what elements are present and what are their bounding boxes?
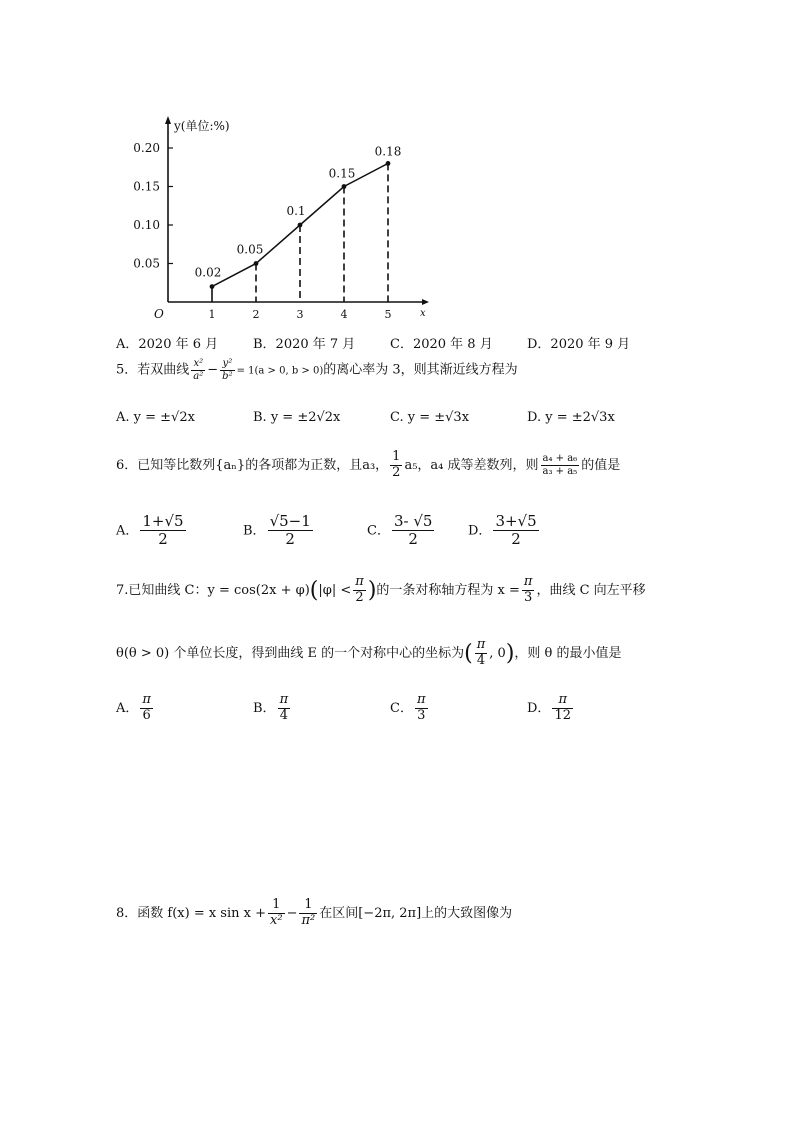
q6-option-a-num: 1+√5	[142, 512, 184, 530]
q6-half-den: 2	[392, 464, 401, 480]
q4-option-a[interactable]: A．2020 年 6 月	[116, 337, 219, 352]
q7-stem-line1: 7.已知曲线 C：y = cos(2x + φ)(|φ| < $\frac{\pi}{2}$ )的一条对称轴方程为 x = $\frac{\pi}{3}$ ，曲线 C 向左平移	[116, 574, 646, 605]
q7-option-c-frac	[415, 693, 428, 724]
q8-post: 在区间[−2π, 2π]上的大致图像为	[319, 905, 513, 921]
q7-pi-num: π	[355, 574, 364, 589]
q6-option-d-letter: D．	[468, 523, 492, 539]
q7-option-c-num: π	[416, 692, 426, 707]
q6-option-c-den: 2	[408, 530, 418, 549]
q7-pi-num-3: π	[476, 637, 486, 652]
data-label: 0.1	[286, 204, 306, 218]
q7-option-c-letter: C．	[390, 700, 413, 716]
x-tick-label: 4	[340, 308, 348, 321]
y-axis-label: y(单位:%)	[174, 119, 230, 133]
data-point	[298, 223, 303, 228]
q6-half	[390, 450, 402, 481]
q5-frac-x-num: x²	[191, 358, 205, 371]
q4-option-d[interactable]: D．2020 年 9 月	[527, 337, 631, 352]
q7-four-den: 4	[476, 652, 486, 668]
q7-pi-over-2	[353, 575, 366, 606]
q7-option-b[interactable]	[253, 693, 292, 724]
q7-pi-num-2: π	[523, 574, 533, 589]
y-axis-arrow	[165, 116, 171, 124]
origin-label: O	[154, 307, 164, 321]
chart-drop-lines	[212, 163, 388, 302]
q5-post: 的离心率为 3，则其渐近线方程为	[323, 362, 518, 378]
q7-cond-pre: |φ| <	[318, 582, 352, 598]
q7-pi-over-3	[522, 575, 535, 606]
q7-line2-post: ，则 θ 的最小值是	[514, 645, 622, 661]
q5-frac-x	[191, 358, 205, 382]
q6-pre: 6．已知等比数列{aₙ}的各项都为正数，且	[116, 457, 363, 473]
q6-option-b-letter: B．	[243, 523, 266, 539]
data-point	[254, 261, 259, 266]
q8-frac-2-den: π²	[301, 912, 316, 928]
q6-post: 的值是	[581, 457, 621, 473]
q4-option-b[interactable]: B．2020 年 7 月	[253, 337, 356, 352]
q6-option-d-num: 3+√5	[495, 512, 537, 530]
q7-stem-line2: θ(θ > 0) 个单位长度，得到曲线 E 的一个对称中心的坐标为( $\frac{\pi}{4}$ , 0)，则 θ 的最小值是	[116, 637, 622, 668]
q7-option-b-letter: B．	[253, 700, 276, 716]
line-chart	[120, 110, 440, 325]
q5-stem: 5．若双曲线 $\frac{\text{x²}}{\text{a²}}$ − $\frac{\text{y²}}{\text{b²}}$ = 1(a > 0, b > 0)的离心率为 3，则其渐近线方程为	[116, 358, 518, 382]
x-axis-arrow	[422, 299, 429, 305]
q6-option-b-den: 2	[285, 530, 295, 549]
q8-frac-2-num: 1	[299, 898, 317, 914]
data-label: 0.02	[194, 265, 222, 280]
q6-half-num: 1	[392, 449, 401, 464]
q5-frac-y-den: b²	[222, 370, 233, 382]
q6-option-c-num: 3- √5	[393, 512, 433, 530]
q6-option-b-num: √5−1	[269, 512, 311, 530]
q7-two-den: 2	[355, 589, 364, 605]
data-label: 0.05	[236, 242, 264, 257]
q7-line1-pre: 7.已知曲线 C：y = cos(2x + φ)	[116, 582, 310, 598]
q7-option-a-den: 6	[142, 707, 151, 723]
data-point	[342, 184, 347, 189]
q7-pi-over-4	[475, 638, 488, 669]
q8-frac-1	[268, 898, 285, 929]
q6-mid2: a₅，a₄ 成等差数列，则	[404, 457, 539, 473]
q6-option-c-frac	[392, 513, 434, 549]
data-label: 0.18	[374, 144, 402, 159]
data-label: 0.15	[328, 166, 356, 181]
q7-option-c-den: 3	[417, 707, 426, 723]
q7-option-a[interactable]	[116, 693, 155, 724]
q7-option-a-num: π	[142, 692, 151, 707]
q6-option-a-frac	[140, 513, 185, 549]
q6-option-d[interactable]	[468, 513, 541, 549]
q7-option-b-frac	[278, 693, 291, 724]
x-tick-label: 2	[252, 308, 260, 321]
q8-frac-1-num: 1	[268, 898, 285, 914]
y-tick-label: 0.15	[133, 179, 160, 194]
q6-option-c-letter: C．	[367, 523, 390, 539]
x-tick-label: 1	[208, 308, 216, 321]
q7-option-d-den: 12	[554, 707, 571, 723]
q7-three-den: 3	[524, 589, 533, 605]
q7-option-a-frac	[140, 693, 153, 724]
q7-option-d[interactable]	[527, 693, 575, 724]
q5-frac-x-den: a²	[193, 370, 204, 382]
q5-option-d[interactable]: D. y = ±2√3x	[527, 410, 615, 425]
q8-frac-1-den: x²	[270, 912, 283, 928]
q5-frac-y-num: y²	[220, 358, 234, 371]
x-tick-label: 3	[296, 308, 304, 321]
y-tick-label: 0.20	[133, 141, 160, 155]
q4-option-c[interactable]: C．2020 年 8 月	[390, 337, 493, 352]
q6-stem	[116, 450, 620, 481]
x-tick-label: 5	[384, 308, 392, 321]
q6-option-d-den: 2	[511, 530, 521, 549]
q7-option-a-letter: A．	[116, 700, 139, 716]
q7-option-d-letter: D．	[527, 700, 551, 716]
q8-minus: −	[286, 905, 298, 921]
q7-option-b-num: π	[279, 692, 289, 707]
q6-option-b[interactable]	[243, 513, 315, 549]
q6-option-a-den: 2	[158, 530, 168, 549]
q8-pre: 8．函数 f(x) = x sin x +	[116, 905, 267, 921]
q5-option-c[interactable]: C. y = ±√3x	[390, 410, 470, 425]
q7-option-d-num: π	[552, 693, 573, 709]
q7-zero: , 0	[489, 645, 506, 661]
q5-option-a[interactable]: A. y = ±√2x	[116, 410, 195, 425]
q5-frac-y	[220, 358, 234, 382]
q6-option-d-frac	[493, 513, 538, 549]
chart-labels	[133, 119, 426, 321]
q6-option-b-frac	[268, 513, 313, 549]
data-point	[210, 284, 215, 289]
q6-option-c[interactable]	[367, 513, 436, 549]
x-axis-label: x	[420, 308, 426, 319]
q5-eq-tail: = 1(a > 0, b > 0)	[236, 365, 324, 377]
data-point	[386, 161, 391, 166]
y-tick-label: 0.10	[133, 218, 160, 232]
q7-line1-mid: 的一条对称轴方程为 x =	[376, 582, 520, 598]
q7-line1-post: ，曲线 C 向左平移	[536, 582, 646, 598]
q6-option-a[interactable]	[116, 513, 188, 549]
q6-option-a-letter: A．	[116, 523, 139, 539]
q5-pre: 5．若双曲线	[116, 362, 190, 378]
q6-mid1: a₃，	[362, 457, 389, 473]
y-tick-label: 0.05	[133, 256, 160, 271]
q6-ratio-den: a₃ + a₅	[542, 465, 578, 477]
q5-option-b[interactable]: B. y = ±2√2x	[253, 410, 341, 425]
q7-option-d-frac	[552, 693, 573, 724]
q7-line2-pre: θ(θ > 0) 个单位长度，得到曲线 E 的一个对称中心的坐标为	[116, 645, 465, 661]
q6-ratio-num: a₄ + a₆	[542, 453, 578, 465]
q8-stem	[116, 898, 512, 929]
q6-ratio	[541, 453, 580, 477]
q8-frac-2	[299, 898, 317, 929]
q7-option-c[interactable]	[390, 693, 430, 724]
q7-option-b-den: 4	[279, 707, 288, 723]
